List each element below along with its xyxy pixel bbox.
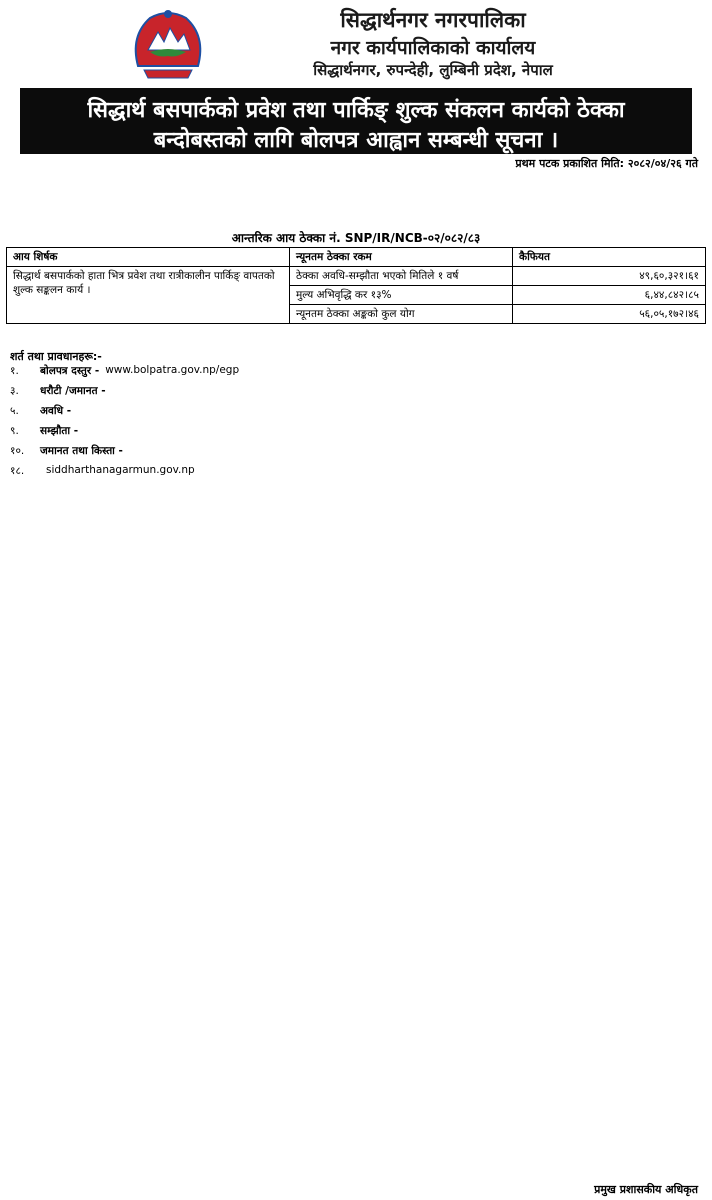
item-number: ३. [10, 385, 19, 397]
revenue-heading-cell: सिद्धार्थ बसपार्कको हाता भित्र प्रवेश तथा रात्रीकालीन पार्किङ् वापतको शुल्क सङ्कलन कार्य । [7, 267, 290, 324]
item-text: www.bolpatra.gov.np/egp [105, 364, 240, 376]
list-item [10, 404, 700, 418]
publication-date: प्रथम पटक प्रकाशित मिति: २०८२/०४/२६ गते [515, 157, 698, 170]
item-heading: सम्झौता - [40, 425, 79, 437]
notice-number: आन्तरिक आय ठेक्का नं. SNP/IR/NCB-०२/०८२/८३ [231, 231, 481, 245]
table-header-cell: न्यूनतम ठेक्का रकम [290, 248, 513, 267]
table-header-cell: आय शिर्षक [7, 248, 290, 267]
item-number: १. [10, 365, 19, 377]
notice-title-line2: बन्दोबस्तको लागि बोलपत्र आह्वान सम्बन्धी सूचना । [153, 128, 559, 153]
table-header-row [7, 248, 706, 267]
office-address: सिद्धार्थनगर, रुपन्देही, लुम्बिनी प्रदेश, नेपाल [313, 61, 553, 79]
table-cell-label: मुल्य अभिवृद्धि कर १३% [290, 286, 513, 305]
item-heading: बोलपत्र दस्तुर - [40, 365, 100, 377]
item-heading: धरौटी /जमानत - [40, 385, 106, 397]
nepal-emblem-icon [120, 6, 216, 86]
office-subtitle: नगर कार्यपालिकाको कार्यालय [330, 37, 536, 59]
office-name: सिद्धार्थनगर नगरपालिका [340, 8, 526, 32]
item-heading: अवधि - [40, 405, 72, 417]
list-item [10, 424, 700, 438]
table-header-cell: कैफियत [513, 248, 706, 267]
conditions-list [10, 364, 700, 484]
notice-title-banner [20, 88, 692, 154]
table-cell-value: ४९,६०,३२१।६१ [513, 267, 706, 286]
table-row [7, 267, 706, 286]
table-cell-value: ५६,०५,१७२।४६ [513, 305, 706, 324]
item-number: ९. [10, 425, 19, 437]
notice-title-line1: सिद्धार्थ बसपार्कको प्रवेश तथा पार्किङ् शुल्क संकलन कार्यको ठेक्का [87, 98, 625, 123]
item-number: १०. [10, 445, 25, 457]
letterhead [0, 0, 712, 86]
item-number: ५. [10, 405, 19, 417]
list-item [10, 464, 700, 478]
list-item [10, 444, 700, 458]
list-item [10, 384, 700, 398]
table-cell-label: ठेक्का अवधि-सम्झौता भएको मितिले १ वर्ष [290, 267, 513, 286]
table-cell-value: ६,४४,८४२।८५ [513, 286, 706, 305]
signatory-title: प्रमुख प्रशासकीय अधिकृत [594, 1183, 698, 1196]
list-item [10, 364, 700, 378]
item-number: १८. [10, 465, 25, 477]
table-cell-label: न्यूनतम ठेक्का अङ्कको कुल योग [290, 305, 513, 324]
item-heading: जमानत तथा किस्ता - [40, 445, 123, 457]
contract-amount-table [6, 247, 706, 324]
conditions-heading: शर्त तथा प्रावधानहरू:- [10, 350, 102, 363]
item-text: siddharthanagarmun.gov.np [46, 464, 195, 476]
